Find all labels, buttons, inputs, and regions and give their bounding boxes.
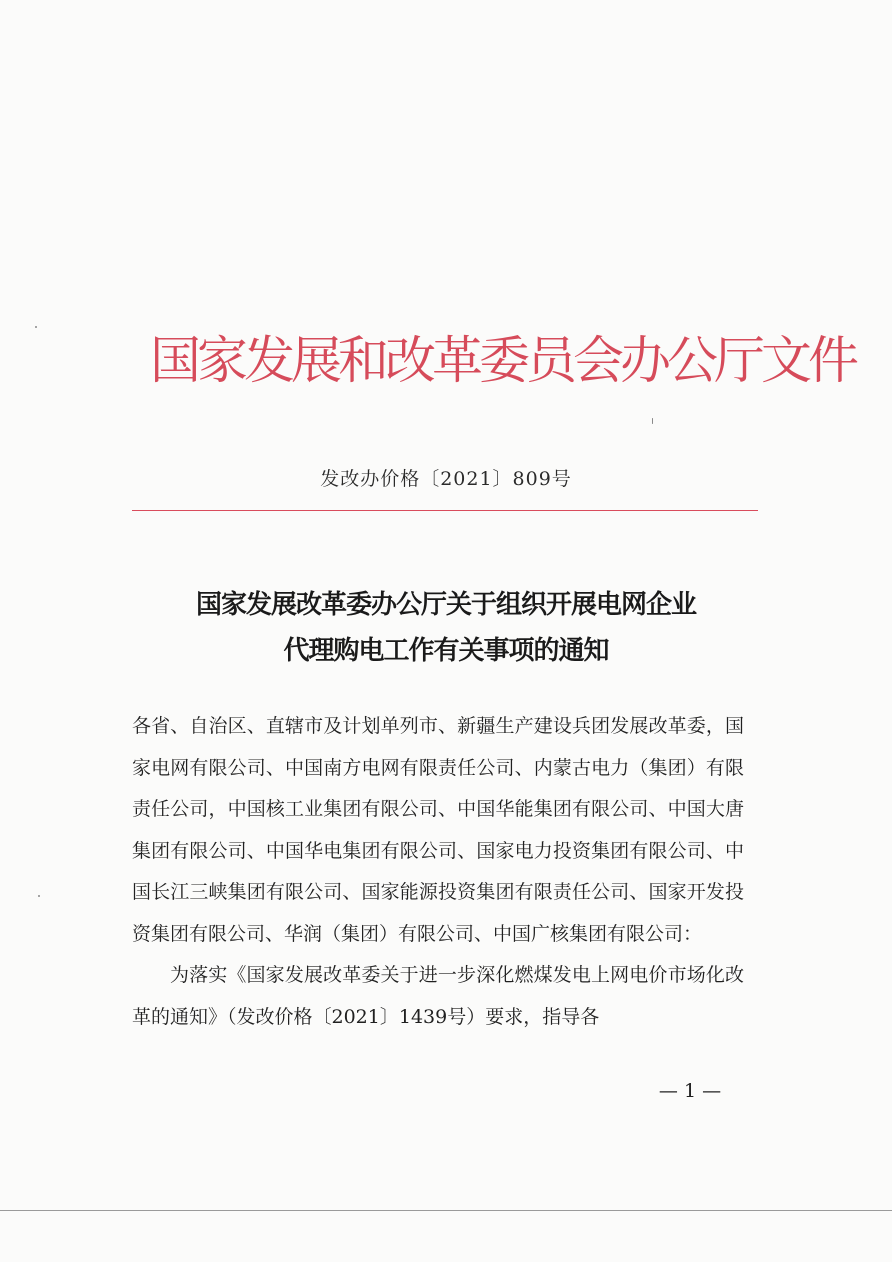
- body-text: [132, 706, 744, 1038]
- scan-speck: [652, 418, 653, 424]
- notice-title-line-2: 代理购电工作有关事项的通知: [283, 636, 609, 666]
- scan-speck: [38, 895, 40, 897]
- red-separator-line: [132, 510, 758, 511]
- notice-title: [130, 582, 762, 674]
- addressees-paragraph: 各省、自治区、直辖市及计划单列市、新疆生产建设兵团发展改革委，国家电网有限公司、中国南方电网有限责任公司、内蒙古电力（集团）有限责任公司，中国核工业集团有限公司、中国华能集团有限公司、中国大唐集团有限公司、中国华电集团有限公司、国家电力投资集团有限公司、中国长江三峡集团有限公司、国家能源投资集团有限责任公司、国家开发投资集团有限公司、华润（集团）有限公司、中国广核集团有限公司：: [132, 715, 744, 945]
- document-number: 发改办价格〔2021〕809号: [320, 468, 572, 490]
- issuing-authority-header: 国家发展和改革委员会办公厅文件: [150, 332, 856, 391]
- body-paragraph-1: 为落实《国家发展改革委关于进一步深化燃煤发电上网电价市场化改革的通知》（发改价格〔2021〕1439号）要求，指导各: [132, 964, 744, 1028]
- page-number: — 1 —: [658, 1080, 722, 1102]
- scan-edge-line: [0, 1210, 892, 1211]
- notice-title-line-1: 国家发展改革委办公厅关于组织开展电网企业: [195, 590, 696, 620]
- scan-speck: [35, 326, 37, 328]
